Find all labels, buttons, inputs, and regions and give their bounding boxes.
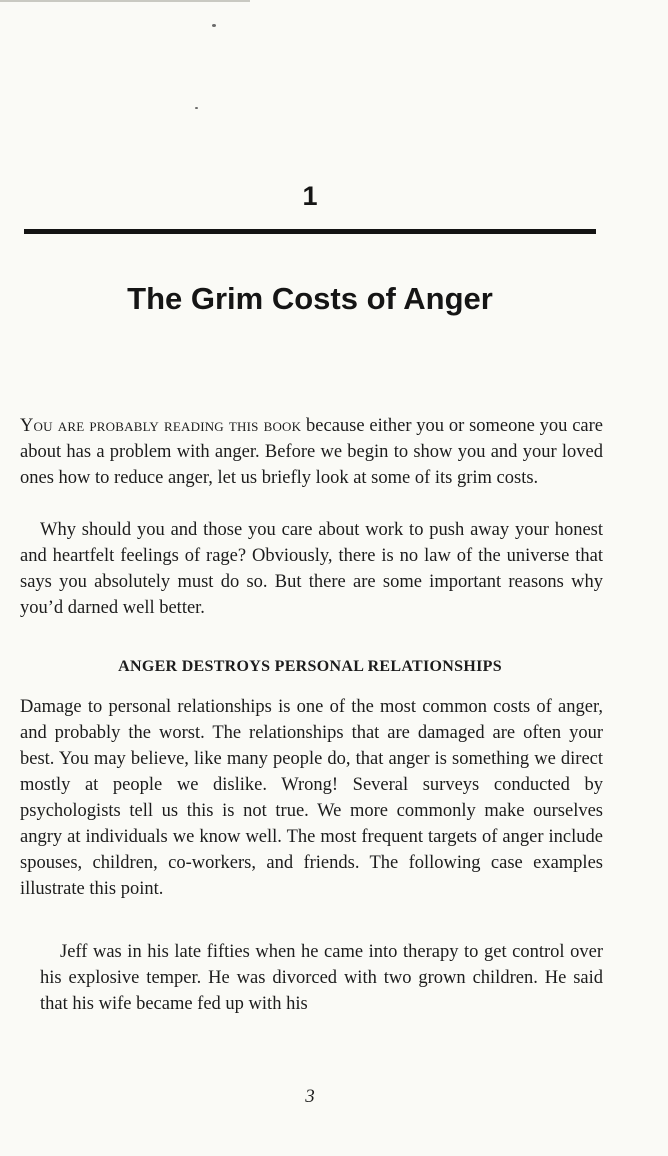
section-paragraph-1: Damage to personal relationships is one of the most common costs of anger, and probably the worst. The relationships that are damaged are often your best. You may believe, like many people do, that anger is something we direct mostly at people we dislike. Wrong! Several surveys conducted by psychologists tell us this is not true. We more commonly make ourselves angry at individuals we know well. The most frequent targets of anger include spouses, children, co-workers, and friends. The following case examples illustrate this point. — [20, 697, 603, 899]
scan-speck — [212, 24, 216, 27]
chapter-number: 1 — [302, 181, 318, 211]
intro-lead-text: because either you or someone you care about has a problem with anger. Before we begin to show you and your loved ones how to reduce anger, let us briefly look at some of its grim costs. — [20, 416, 603, 488]
chapter-title: The Grim Costs of Anger — [127, 281, 493, 316]
page-number: 3 — [305, 1086, 315, 1107]
scan-speck — [195, 107, 198, 109]
intro-paragraph-2: Why should you and those you care about work to push away your honest and heartfelt feelings of rage? Obviously, there is no law of the universe that says you absolutely must do so. But there are some important reasons why you’d darned well better. — [20, 520, 603, 618]
case-example-paragraph: Jeff was in his late fifties when he came into therapy to get control over his explosive temper. He was divorced with two grown children. He said that his wife became fed up with his — [40, 942, 603, 1014]
page-top-edge — [0, 0, 250, 2]
intro-lead-smallcaps: You are probably reading this book — [20, 416, 302, 436]
intro-paragraph-1 — [20, 413, 603, 491]
section-heading: ANGER DESTROYS PERSONAL RELATIONSHIPS — [118, 658, 502, 675]
chapter-rule — [24, 229, 596, 234]
